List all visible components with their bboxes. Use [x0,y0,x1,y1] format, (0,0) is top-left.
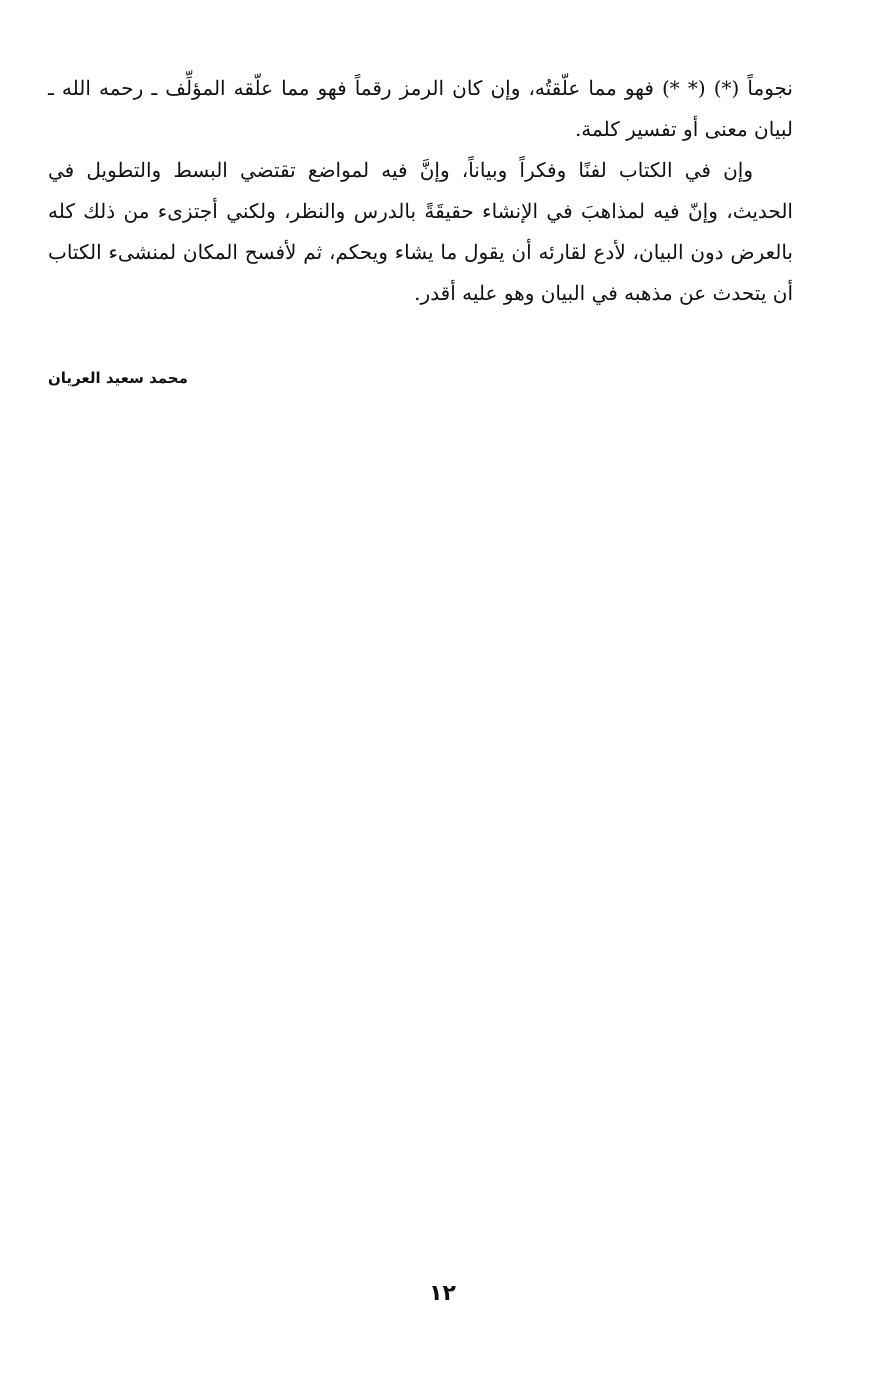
author-signature: محمد سعيد العريان [48,369,188,387]
paragraph-main: وإن في الكتاب لفنًا وفكراً وبياناً، وإنَّ فيه لمواضع تقتضي البسط والتطويل في الحديث، وإنّ فيه لمذاهبَ في الإنشاء حقيقَةً بالدرس والنظر، ولكني أجتزىء من ذلك كله بالعرض دون البيان، لأدع لقارئه أن يقول ما يشاء ويحكم، ثم لأفسح المكان لمنشىء الكتاب أن يتحدث عن مذهبه في البيان وهو عليه أقدر. [48,158,793,305]
paragraph-continued: نجوماً (*) (* *) فهو مما علّقتُه، وإن كان الرمز رقماً فهو مما علّقه المؤلِّف ـ رحمه الله ـ لبيان معنى أو تفسير كلمة. [48,76,794,141]
body-text [48,68,793,314]
page-number: ١٢ [429,1281,456,1306]
